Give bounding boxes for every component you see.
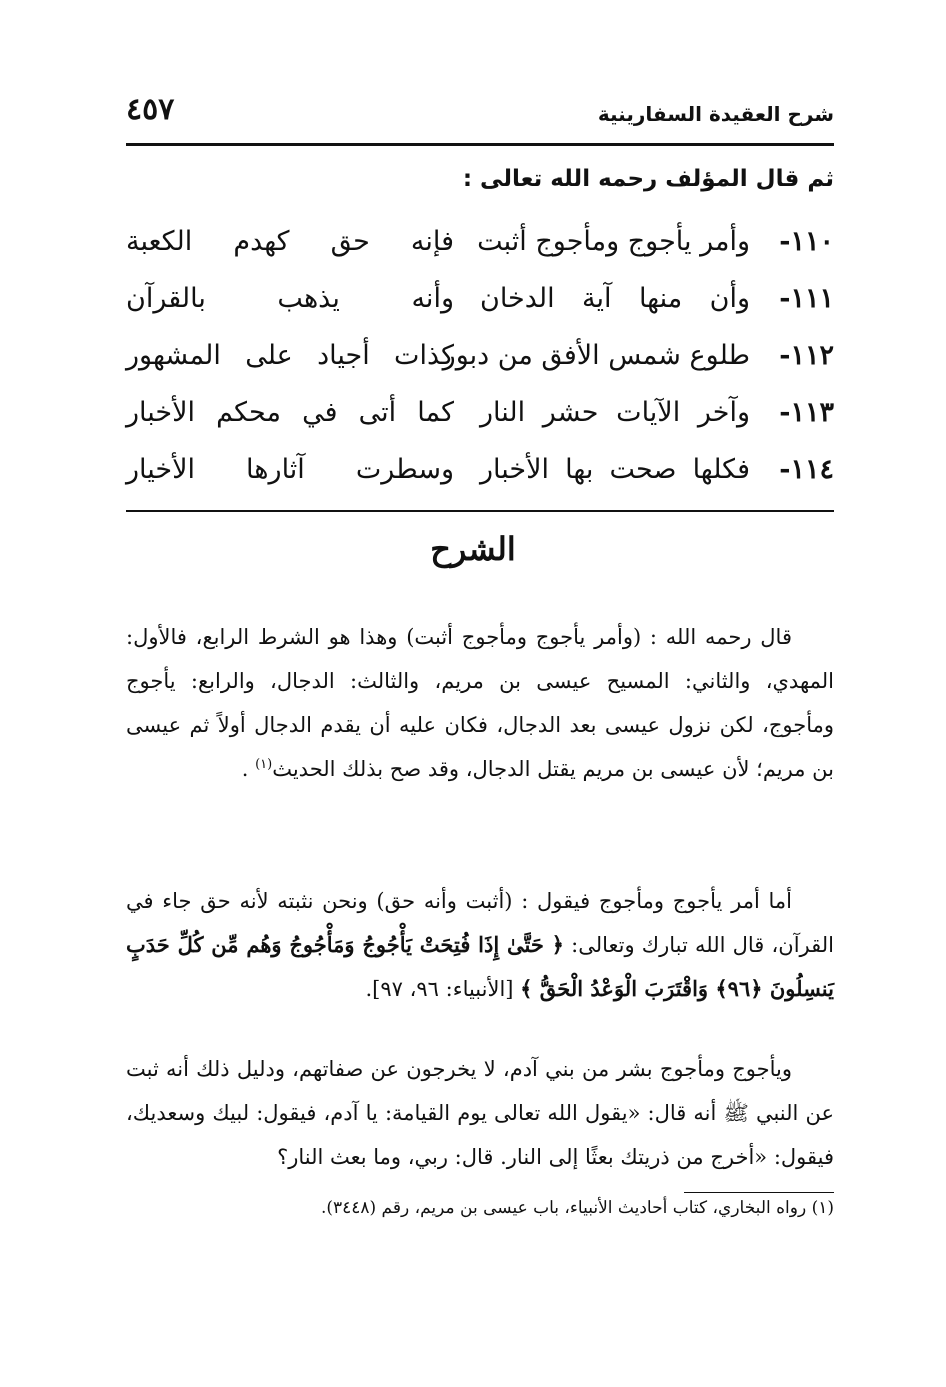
paragraph-1 [126,615,834,791]
verse-number: ١١٣- [779,397,834,428]
verse-number: ١١٢- [779,340,834,371]
section-title: الشرح [430,530,516,568]
header-divider [126,143,834,146]
paragraph-3 [126,1047,834,1179]
book-title: شرح العقيدة السفارينية [597,102,834,126]
verse-number: ١١٠- [779,226,834,257]
paragraph-text: قال رحمه الله : (وأمر يأجوج ومأجوج أثبت) وهذا هو الشرط الرابع، فالأول: المهدي، والثاني: المسيح عيسى بن مريم، والثالث: الدجال، والرابع: يأجوج ومأجوج، لكن نزول عيسى بعد الدجال، فكان عليه أن يقدم الدجال أولاً ثم عيسى بن مريم؛ لأن عيسى بن مريم يقتل الدجال، وقد صح بذلك الحديث [126,625,834,781]
verse-first-hemistich: فكلها صحت بها الأخبار [480,454,750,485]
verse-first-hemistich: وأمر يأجوج ومأجوج أثبت [477,226,750,257]
page-number: ٤٥٧ [126,92,175,127]
verse-113 [126,393,834,450]
verse-second-hemistich: وأنه يذهب بالقرآن [126,283,454,314]
quran-reference: [الأنبياء: ٩٦، ٩٧]. [365,977,521,1001]
paragraph-end: . [241,757,256,781]
verse-second-hemistich: وسطرت آثارها الأخيار [126,454,454,485]
verse-first-hemistich: طلوع شمس الأفق من دبور [442,340,750,371]
poem-verses [126,222,834,507]
verse-111 [126,279,834,336]
verses-intro: ثم قال المؤلف رحمه الله تعالى : [462,166,834,192]
paragraph-text: ويأجوج ومأجوج بشر من بني آدم، لا يخرجون عن صفاتهم، ودليل ذلك أنه ثبت عن النبي ﷺ أنه قال: «يقول الله تعالى يوم القيامة: يا آدم، فيقول: لبيك وسعديك، فيقول: «أخرج من ذريتك بعثًا إلى النار. قال: ربي، وما بعث النار؟ [126,1057,834,1169]
quran-verse: ﴿ حَتَّىٰ إِذَا فُتِحَتْ يَأْجُوجُ وَمَأْجُوجُ وَهُم مِّن كُلِّ حَدَبٍ يَنسِلُونَ ﴿٩٦﴾ وَاقْتَرَبَ الْوَعْدُ الْحَقُّ ﴾ [126,932,834,1001]
verse-second-hemistich: كما أتى في محكم الأخبار [126,397,454,428]
verses-divider [126,510,834,512]
verse-second-hemistich: كذات أجياد على المشهور [126,340,454,371]
verse-114 [126,450,834,507]
running-header [126,88,834,132]
verse-112 [126,336,834,393]
footnote: (١) رواه البخاري، كتاب أحاديث الأنبياء، باب عيسى بن مريم، رقم (٣٤٤٨). [320,1198,834,1218]
verse-first-hemistich: وأن منها آية الدخان [480,283,750,314]
paragraph-2 [126,879,834,1011]
verse-number: ١١٤- [779,454,834,485]
footnote-divider [684,1192,834,1193]
verse-number: ١١١- [779,283,834,314]
verse-first-hemistich: وآخر الآيات حشر النار [480,397,750,428]
verse-110 [126,222,834,279]
paragraph-text: أما أمر يأجوج ومأجوج فيقول : (أثبت وأنه حق) ونحن نثبته لأنه حق جاء في القرآن، قال الله تبارك وتعالى: [126,889,834,957]
footnote-marker[interactable]: (١) [255,757,273,772]
verse-second-hemistich: فإنه حق كهدم الكعبة [126,226,454,257]
